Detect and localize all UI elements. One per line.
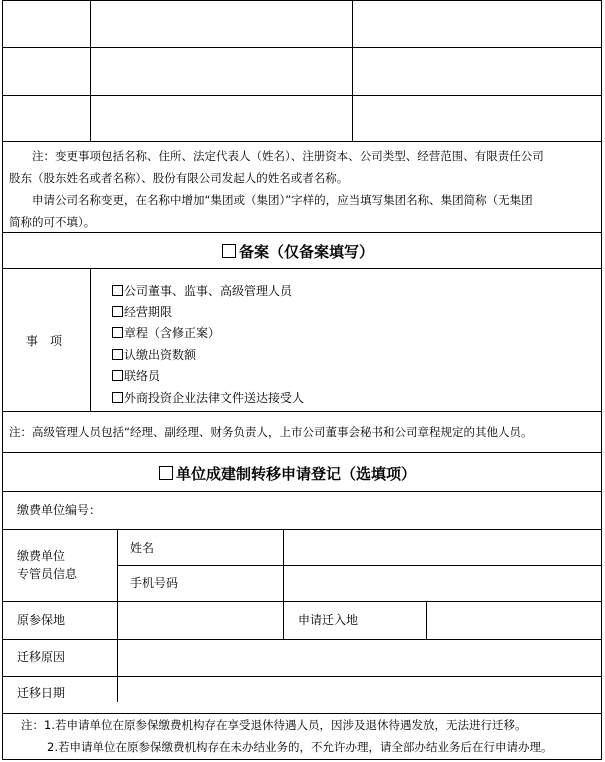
blank-cell[interactable] bbox=[3, 96, 89, 140]
filing-item-articles[interactable] bbox=[112, 324, 220, 341]
table-border bbox=[90, 268, 91, 411]
transfer-note-1: 注：1.若申请单位在原参保缴费机构存在享受退休待遇人员，因涉及退休待遇发放，无法进行迁移。 bbox=[21, 718, 527, 732]
checkbox[interactable] bbox=[112, 370, 123, 381]
change-note-line-4: 简称的可不填）。 bbox=[9, 215, 96, 229]
table-border bbox=[2, 141, 602, 142]
registration-form bbox=[2, 0, 602, 760]
unit-number-label: 缴费单位编号： bbox=[17, 503, 102, 517]
blank-cell[interactable] bbox=[3, 1, 89, 46]
table-border bbox=[283, 529, 284, 639]
blank-cell[interactable] bbox=[91, 96, 351, 140]
filing-item-directors[interactable] bbox=[112, 282, 292, 299]
name-label: 姓名 bbox=[130, 541, 155, 555]
checkbox[interactable] bbox=[112, 392, 123, 403]
filing-section-title bbox=[222, 241, 374, 262]
blank-cell[interactable] bbox=[91, 48, 351, 94]
manager-label-line-2: 专管员信息 bbox=[17, 567, 78, 581]
date-label: 迁移日期 bbox=[17, 686, 66, 700]
blank-cell[interactable] bbox=[353, 1, 600, 46]
filing-item-label: 认缴出资数额 bbox=[124, 348, 197, 362]
transfer-section-title bbox=[159, 463, 416, 484]
filing-item-label: 章程（含修正案） bbox=[124, 326, 221, 340]
filing-item-term[interactable] bbox=[112, 303, 172, 320]
checkbox[interactable] bbox=[112, 285, 123, 296]
transfer-title-text: 单位成建制转移申请登记（选填项） bbox=[176, 465, 417, 483]
reason-field[interactable] bbox=[119, 640, 600, 675]
table-border bbox=[426, 601, 427, 639]
table-border bbox=[601, 0, 602, 760]
filing-item-liaison[interactable] bbox=[112, 367, 160, 384]
table-border bbox=[2, 411, 602, 412]
blank-cell[interactable] bbox=[91, 1, 351, 46]
transfer-checkbox[interactable] bbox=[159, 466, 173, 480]
phone-field[interactable] bbox=[285, 566, 600, 600]
target-location-label: 申请迁入地 bbox=[298, 613, 359, 627]
table-border bbox=[2, 268, 602, 269]
table-border bbox=[2, 452, 602, 453]
checkbox[interactable] bbox=[112, 306, 123, 317]
checkbox[interactable] bbox=[112, 327, 123, 338]
reason-label: 迁移原因 bbox=[17, 650, 66, 664]
table-border bbox=[2, 759, 602, 760]
unit-number-field[interactable] bbox=[112, 492, 600, 528]
change-note-line-3: 申请公司名称变更，在名称中增加“集团或（集团）”字样的，应当填写集团名称、集团简称（无集团 bbox=[32, 193, 533, 207]
change-note-line-1: 注：变更事项包括名称、住所、法定代表人（姓名）、注册资本、公司类型、经营范围、有限责任公司 bbox=[32, 149, 544, 163]
filing-title-text: 备案（仅备案填写） bbox=[239, 243, 375, 261]
manager-label-line-1: 缴费单位 bbox=[17, 549, 66, 563]
original-location-label: 原参保地 bbox=[17, 613, 66, 627]
blank-cell[interactable] bbox=[3, 48, 89, 94]
items-label: 事 项 bbox=[26, 334, 63, 348]
checkbox[interactable] bbox=[112, 349, 123, 360]
change-note-line-2: 股东（股东姓名或者名称）、股份有限公司发起人的姓名或者名称。 bbox=[9, 171, 349, 185]
blank-cell[interactable] bbox=[353, 96, 600, 140]
filing-item-service-recipient[interactable] bbox=[112, 389, 304, 406]
filing-item-label: 外商投资企业法律文件送达接受人 bbox=[124, 391, 305, 405]
blank-cell[interactable] bbox=[353, 48, 600, 94]
name-field[interactable] bbox=[285, 530, 600, 564]
table-border bbox=[2, 232, 602, 233]
filing-item-label: 联络员 bbox=[124, 369, 161, 383]
date-field[interactable] bbox=[119, 677, 600, 712]
filing-note: 注：高级管理人员包括“经理、副经理、财务负责人，上市公司董事会秘书和公司章程规定的其他人员。 bbox=[9, 425, 533, 439]
original-location-field[interactable] bbox=[119, 602, 282, 638]
phone-label: 手机号码 bbox=[130, 576, 179, 590]
transfer-note-2: 2.若申请单位在原参保缴费机构存在未办结业务的，不允许办理，请全部办结业务后在行申请办理。 bbox=[47, 740, 553, 754]
filing-item-label: 经营期限 bbox=[124, 305, 173, 319]
target-location-field[interactable] bbox=[428, 602, 600, 638]
filing-checkbox[interactable] bbox=[222, 244, 236, 258]
filing-item-capital[interactable] bbox=[112, 346, 196, 363]
filing-item-label: 公司董事、监事、高级管理人员 bbox=[124, 284, 293, 298]
